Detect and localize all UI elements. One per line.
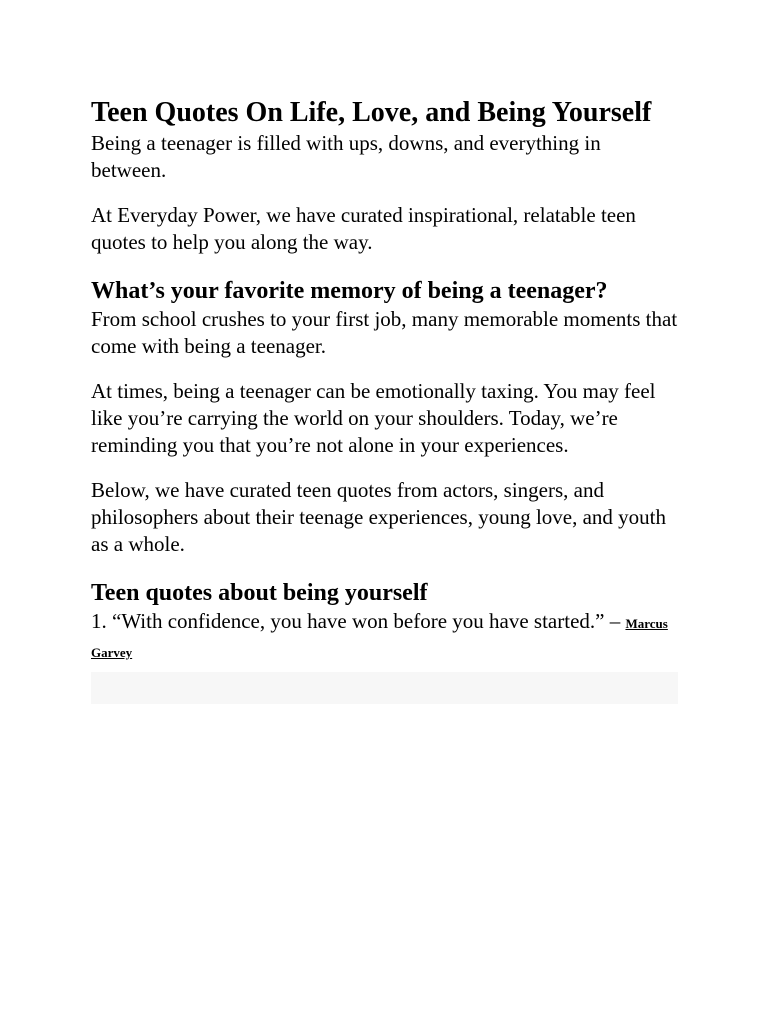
spacer — [91, 558, 681, 578]
spacer — [91, 256, 681, 276]
memory-paragraph-3: Below, we have curated teen quotes from actors, singers, and philosophers about their teenage experiences, young love, and youth as a whole. — [91, 478, 666, 556]
embed-placeholder — [91, 672, 678, 704]
author-link[interactable]: Marcus Garvey — [91, 616, 668, 660]
memory-paragraph-2: At times, being a teenager can be emotionally taxing. You may feel like you’re carrying the world on your shoulders. Today, we’re reminding you that you’re not alone in your experiences. — [91, 379, 656, 457]
memory-paragraph-1: From school crushes to your first job, many memorable moments that come with being a teenager. — [91, 307, 678, 358]
intro-paragraph-2: At Everyday Power, we have curated inspirational, relatable teen quotes to help you along the way. — [91, 203, 636, 254]
quote-item — [91, 608, 681, 666]
intro-paragraph-1: Being a teenager is filled with ups, downs, and everything in between. — [91, 131, 601, 182]
article-title: Teen Quotes On Life, Love, and Being Yourself — [91, 97, 652, 128]
spacer — [91, 459, 681, 477]
spacer — [91, 360, 681, 378]
section-heading-memory: What’s your favorite memory of being a teenager? — [91, 278, 608, 304]
section-heading-being-yourself: Teen quotes about being yourself — [91, 580, 428, 606]
quote-text: 1. “With confidence, you have won before you have started.” – — [91, 609, 626, 633]
spacer — [91, 184, 681, 202]
article — [91, 96, 681, 704]
